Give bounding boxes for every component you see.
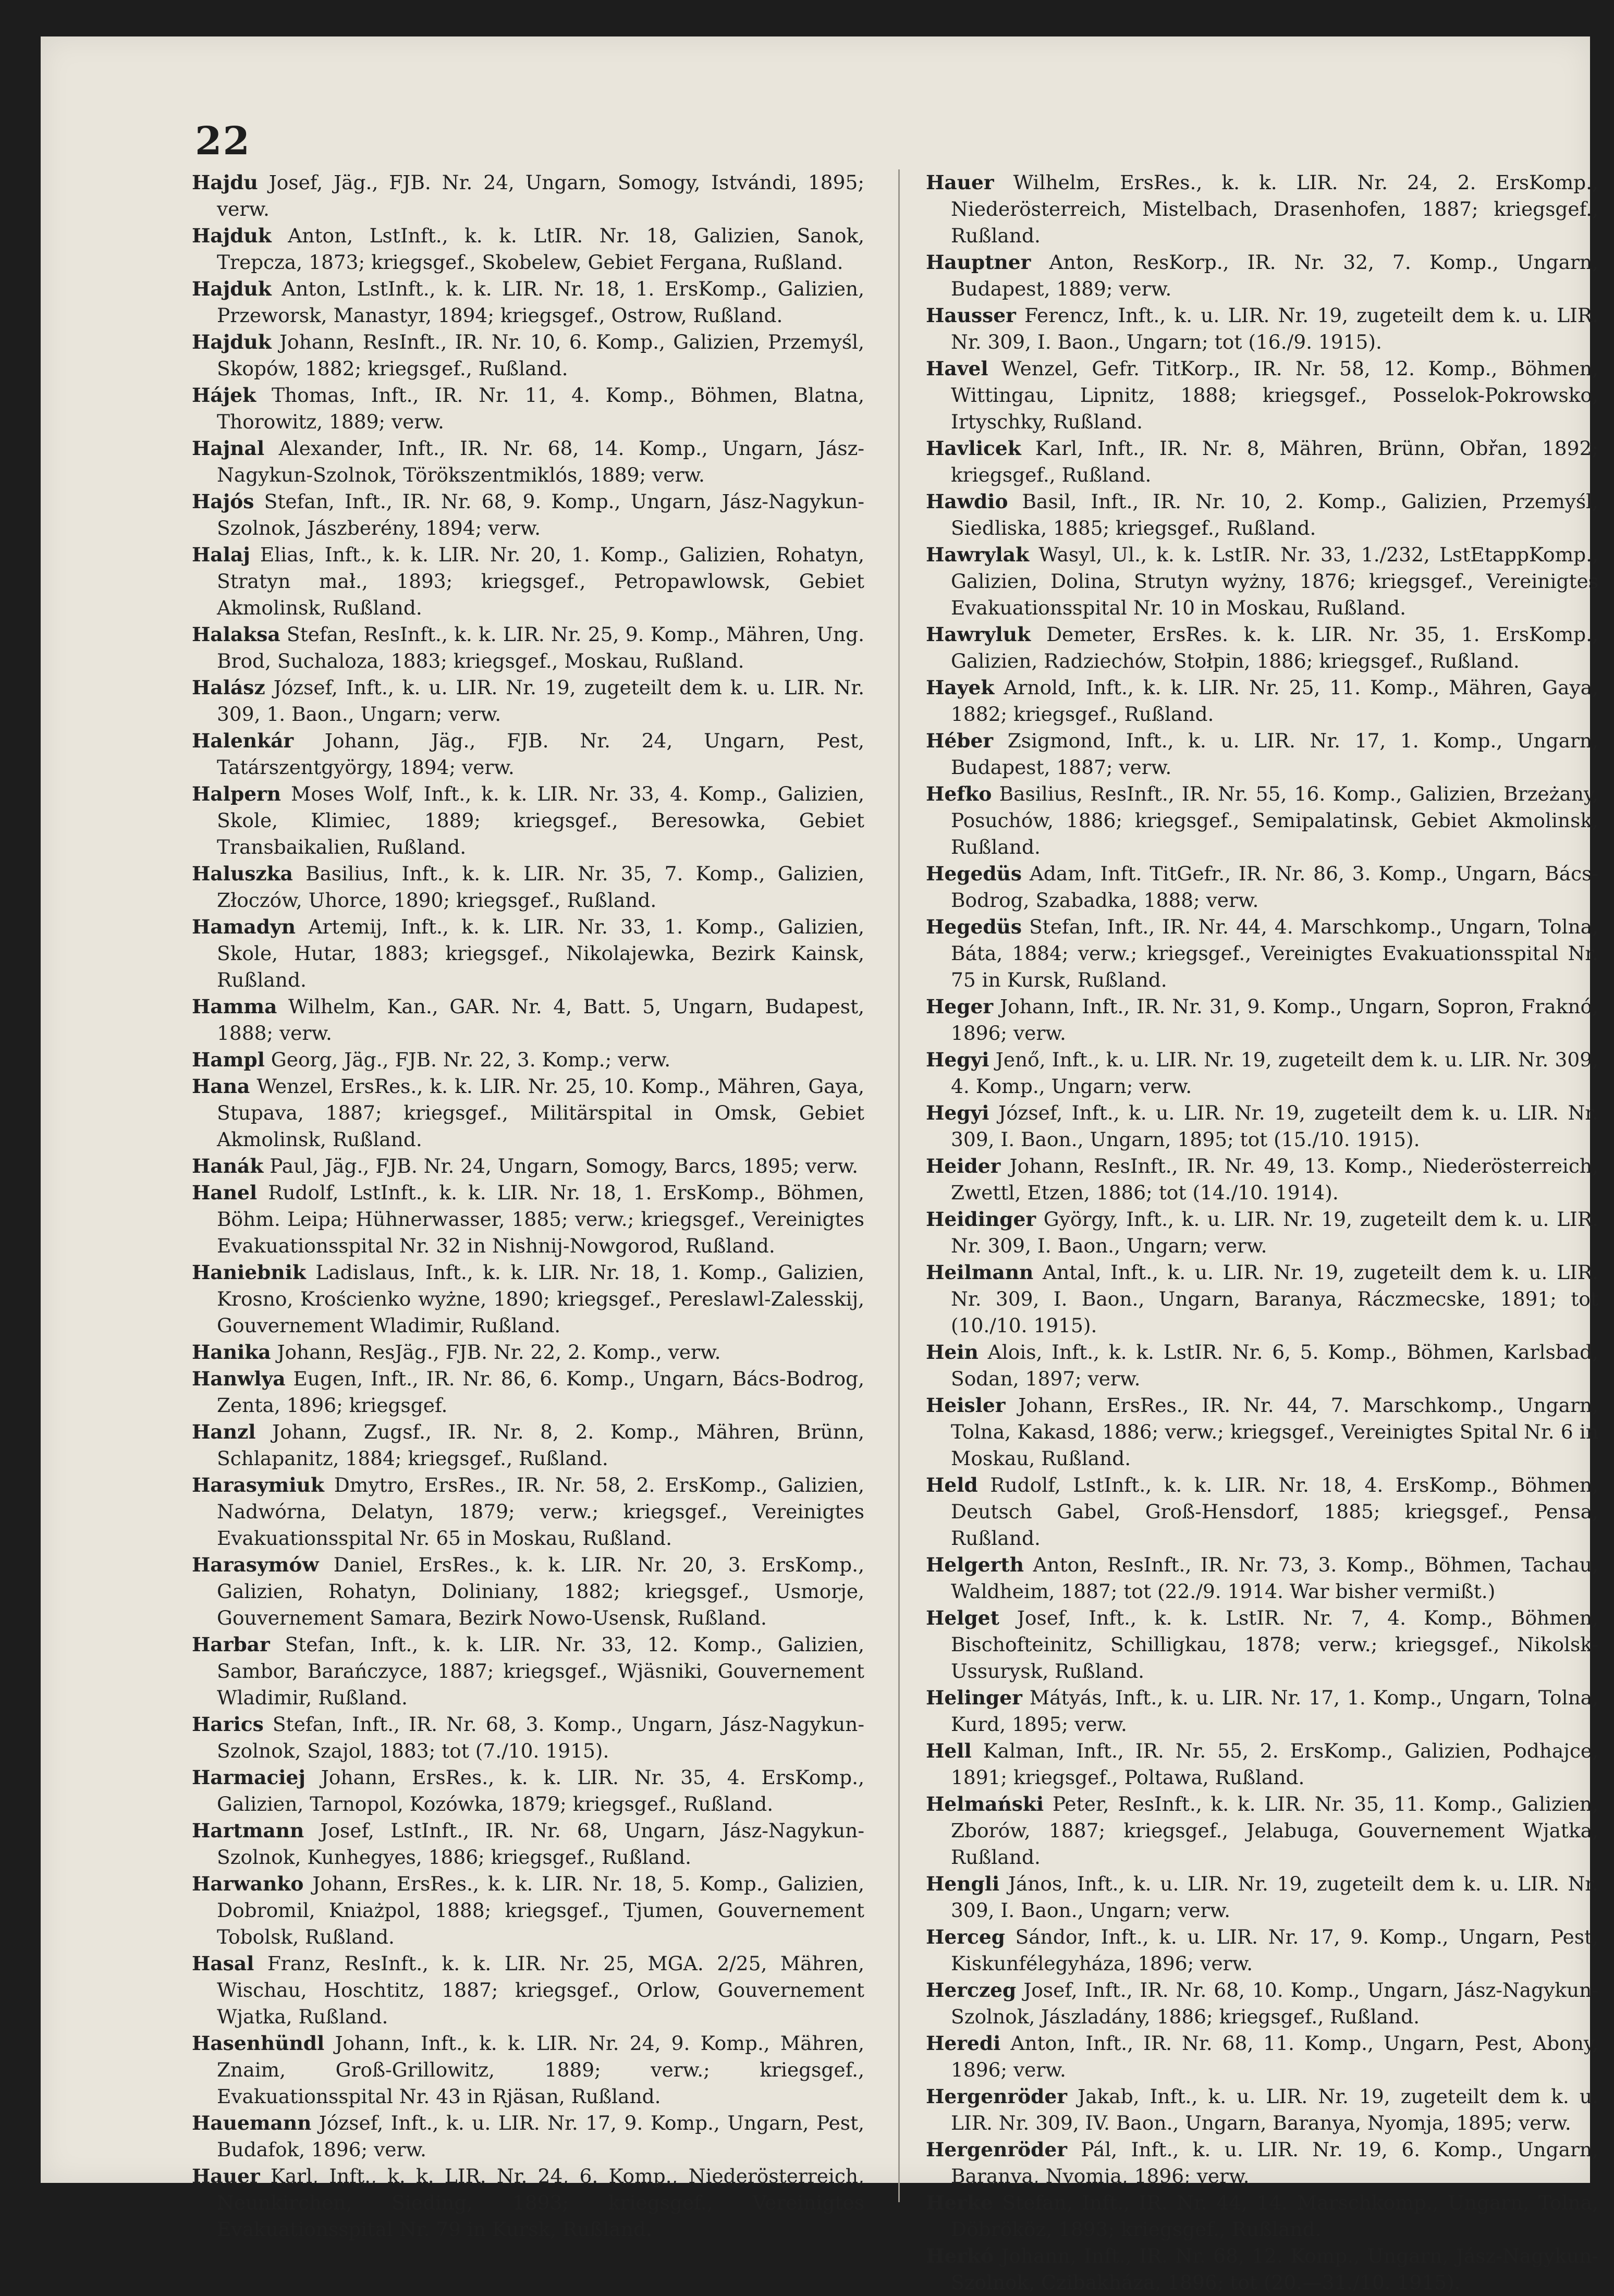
list-entry xyxy=(192,1419,864,1472)
entry-details: Mátyás, Inft., k. u. LIR. Nr. 17, 1. Komp., Ungarn, Tolna, Kurd, 1895; verw. xyxy=(951,1686,1598,1736)
entry-details: Thomas, Inft., IR. Nr. 11, 4. Komp., Böhmen, Blatna, Thorowitz, 1889; verw. xyxy=(217,384,864,433)
entry-details: Arnold, Inft., k. k. LIR. Nr. 25, 11. Komp., Mähren, Gaya, 1882; kriegsgef., Rußland. xyxy=(951,676,1598,726)
entry-details: Johann, ResInft., IR. Nr. 10, 6. Komp., Galizien, Przemyśl, Skopów, 1882; kriegsgef., Rußland. xyxy=(217,330,864,380)
list-entry xyxy=(926,1924,1598,1977)
entry-surname: Hauer xyxy=(192,2165,260,2188)
entry-details: Anton, Inft., IR. Nr. 68, 11. Komp., Ungarn, Pest, Abony, 1896; verw. xyxy=(951,2032,1598,2081)
entry-details: Alexander, Inft., IR. Nr. 68, 14. Komp., Ungarn, Jász-Nagykun-Szolnok, Törökszentmiklós, 1889; verw. xyxy=(217,437,864,486)
list-entry xyxy=(192,1047,864,1073)
entry-surname: Hajduk xyxy=(192,330,272,353)
entry-surname: Hampl xyxy=(192,1048,265,1071)
entry-surname: Halpern xyxy=(192,782,282,805)
list-entry xyxy=(192,1180,864,1259)
entry-details: Anton, LstInft., k. k. LtIR. Nr. 18, Galizien, Sanok, Trepcza, 1873; kriegsgef., Skobelew, Gebiet Fergana, Rußland. xyxy=(217,224,864,274)
column-divider xyxy=(898,169,900,2202)
entry-surname: Held xyxy=(926,1474,978,1496)
list-entry xyxy=(192,488,864,542)
entry-details: Sándor, Inft., k. u. LIR. Nr. 17, 9. Komp., Ungarn, Pest, Kiskunfélegyháza, 1896; verw. xyxy=(951,1925,1598,1975)
list-entry xyxy=(192,1073,864,1153)
entry-surname: Hegyi xyxy=(926,1101,989,1124)
list-entry xyxy=(192,728,864,781)
entry-surname: Hanzl xyxy=(192,1420,256,1443)
entry-surname: Hauptner xyxy=(926,251,1031,274)
left-column xyxy=(192,169,864,2243)
entry-details: Paul, Jäg., FJB. Nr. 24, Ungarn, Somogy, Barcs, 1895; verw. xyxy=(263,1155,858,1177)
list-entry xyxy=(192,1764,864,1818)
entry-details: Josef, Inft., k. k. LstIR. Nr. 7, 4. Komp., Böhmen, Bischofteinitz, Schilligkau, 1878; verw.; kriegsgef., Nikolsk-Ussurysk, Rußland. xyxy=(951,1606,1598,1683)
entry-details: Alois, Inft., k. k. LstIR. Nr. 6, 5. Komp., Böhmen, Karlsbad, Sodan, 1897; verw. xyxy=(951,1341,1598,1390)
entry-details: Georg, Jäg., FJB. Nr. 22, 3. Komp.; verw. xyxy=(264,1048,671,1071)
entry-details: Stefan, Inft., IR. Nr. 44, 4. Marschkomp., Ungarn, Tolna, Báta, 1884; verw.; kriegsgef., Vereinigtes Evakuationsspital Nr. 75 in Kursk, Rußland. xyxy=(951,915,1598,991)
entry-details: Stefan, Inft., IR. Nr. 44, 14. Marschkomp., Ungarn, Tolna, Döbrököz, 1893; kriegsgef., Rußland. xyxy=(951,2191,1598,2241)
entry-details: Jenő, Inft., k. u. LIR. Nr. 19, zugeteilt dem k. u. LIR. Nr. 309, 4. Komp., Ungarn; verw. xyxy=(951,1048,1598,1098)
entry-details: Basilius, ResInft., IR. Nr. 55, 16. Komp., Galizien, Brzeżany, Posuchów, 1886; kriegsgef., Semipalatinsk, Gebiet Akmolinsk, Rußland. xyxy=(951,782,1598,858)
entry-surname: Helgerth xyxy=(926,1553,1024,1576)
list-entry xyxy=(926,1100,1598,1153)
entry-surname: Hefko xyxy=(926,782,992,805)
list-entry xyxy=(192,1339,864,1366)
entry-surname: Hengli xyxy=(926,1872,1000,1895)
entry-details: Basilius, Inft., k. k. LIR. Nr. 35, 7. Komp., Galizien, Złoczów, Uhorce, 1890; kriegsgef., Rußland. xyxy=(217,862,864,912)
list-entry xyxy=(192,435,864,488)
right-column xyxy=(926,169,1598,2296)
entry-surname: Halaksa xyxy=(192,623,280,646)
entry-details: Johann, Jäg., FJB. Nr. 24, Ungarn, Pest, Tatárszentgyörgy, 1894; verw. xyxy=(217,729,864,779)
list-entry xyxy=(192,1818,864,1871)
list-entry xyxy=(192,1950,864,2030)
entry-surname: Heidinger xyxy=(926,1208,1036,1231)
entry-surname: Hergenröder xyxy=(926,2138,1067,2161)
list-entry xyxy=(926,1685,1598,1738)
columns xyxy=(192,169,1599,2294)
entry-surname: Havlicek xyxy=(926,437,1021,460)
entry-details: Wenzel, Gefr. TitKorp., IR. Nr. 58, 12. Komp., Böhmen, Wittingau, Lipnitz, 1888; kriegsgef., Posselok-Pokrowsko, Irtyschky, Rußland. xyxy=(951,357,1598,433)
entry-surname: Harasymów xyxy=(192,1553,319,1576)
list-entry xyxy=(926,1472,1598,1552)
list-entry xyxy=(192,1259,864,1339)
list-entry xyxy=(926,1977,1598,2030)
entry-details: Anton, LstInft., k. k. LIR. Nr. 18, 1. ErsKomp., Galizien, Przeworsk, Manastyr, 1894; kriegsgef., Ostrow, Rußland. xyxy=(217,277,864,327)
list-entry xyxy=(192,382,864,435)
list-entry xyxy=(192,1153,864,1180)
entry-details: József, Inft., k. u. LIR. Nr. 19, zugeteilt dem k. u. LIR. Nr. 309, 1. Baon., Ungarn; verw. xyxy=(217,676,864,726)
entry-surname: Hajnal xyxy=(192,437,265,460)
list-entry xyxy=(926,914,1598,993)
list-entry xyxy=(192,2163,864,2243)
page-number: 22 xyxy=(195,119,251,164)
entry-surname: Harics xyxy=(192,1713,264,1736)
list-entry xyxy=(926,2030,1598,2083)
entry-details: Demeter, ErsRes. k. k. LIR. Nr. 35, 1. ErsKomp., Galizien, Radziechów, Stołpin, 1886; kriegsgef., Rußland. xyxy=(951,623,1598,672)
list-entry xyxy=(192,2110,864,2163)
entry-details: Artemij, Inft., k. k. LIR. Nr. 33, 1. Komp., Galizien, Skole, Hutar, 1883; kriegsgef., Nikolajewka, Bezirk Kainsk, Rußland. xyxy=(217,915,864,991)
list-entry xyxy=(192,914,864,993)
entry-surname: Herkó xyxy=(926,2244,994,2267)
list-entry xyxy=(192,993,864,1047)
document-page xyxy=(41,36,1598,2294)
list-entry xyxy=(926,2083,1598,2137)
list-entry xyxy=(926,728,1598,781)
list-entry xyxy=(926,1552,1598,1605)
list-entry xyxy=(926,781,1598,861)
entry-surname: Hausser xyxy=(926,304,1016,327)
entry-surname: Hanák xyxy=(192,1155,264,1177)
list-entry xyxy=(926,993,1598,1047)
entry-surname: Hajdu xyxy=(192,171,258,194)
entry-surname: Harwanko xyxy=(192,1872,304,1895)
entry-surname: Hauemann xyxy=(192,2111,312,2134)
entry-details: Wenzel, ErsRes., k. k. LIR. Nr. 25, 10. Komp., Mähren, Gaya, Stupava, 1887; kriegsgef., Militärspital in Omsk, Gebiet Akmolinsk, Rußland. xyxy=(217,1075,864,1151)
list-entry xyxy=(192,1366,864,1419)
list-entry xyxy=(926,1392,1598,1472)
entry-surname: Hasenhündl xyxy=(192,2032,325,2055)
entry-surname: Harmaciej xyxy=(192,1766,305,1789)
entry-details: Stefan, Inft., k. k. LIR. Nr. 33, 12. Komp., Galizien, Sambor, Barańczyce, 1887; kriegsgef., Wjäsniki, Gouvernement Wladimir, Rußland. xyxy=(217,1633,864,1709)
entry-details: Johann, ErsRes., IR. Nr. 44, 7. Marschkomp., Ungarn, Tolna, Kakasd, 1886; verw.; kriegsgef., Vereinigtes Spital Nr. 6 in Moskau, Rußland. xyxy=(951,1394,1598,1470)
list-entry xyxy=(926,674,1598,728)
entry-surname: Havel xyxy=(926,357,988,380)
list-entry xyxy=(192,329,864,382)
entry-surname: Haniebnik xyxy=(192,1261,306,1284)
list-entry xyxy=(926,435,1598,488)
entry-details: Karl, Inft., IR. Nr. 8, Mähren, Brünn, Obřan, 1892; kriegsgef., Rußland. xyxy=(951,437,1598,486)
list-entry xyxy=(192,861,864,914)
entry-details: Johann, ResJäg., FJB. Nr. 22, 2. Komp., verw. xyxy=(271,1341,721,1364)
list-entry xyxy=(926,542,1598,621)
entry-details: Johann, Inft., IR. Nr. 31, 9. Komp., Ungarn, Sopron, Fraknó, 1896; verw. xyxy=(951,995,1598,1045)
entry-details: Rudolf, LstInft., k. k. LIR. Nr. 18, 1. ErsKomp., Böhmen, Böhm. Leipa; Hühnerwasser, 1885; verw.; kriegsgef., Vereinigtes Evakuationsspital Nr. 32 in Nishnij-Nowgorod, Rußland. xyxy=(217,1181,864,1257)
entry-details: József, Inft., k. u. LIR. Nr. 19, zugeteilt dem k. u. LIR. Nr. 309, I. Baon., Ungarn, 1895; tot (15./10. 1915). xyxy=(951,1101,1598,1151)
entry-surname: Hell xyxy=(926,1739,972,1762)
entry-details: János, Inft., k. u. LIR. Nr. 19, zugeteilt dem k. u. LIR. Nr. 309, I. Baon., Ungarn; verw. xyxy=(951,1872,1598,1922)
entry-details: Rudolf, LstInft., k. k. LIR. Nr. 18, 4. ErsKomp., Böhmen, Deutsch Gabel, Groß-Hensdorf, 1885; kriegsgef., Pensa, Rußland. xyxy=(951,1474,1598,1550)
entry-details: Wilhelm, ErsRes., k. k. LIR. Nr. 24, 2. ErsKomp., Niederösterreich, Mistelbach, Drasenhofen, 1887; kriegsgef., Rußland. xyxy=(951,171,1598,247)
entry-surname: Hayek xyxy=(926,676,995,699)
entry-surname: Herceg xyxy=(926,1925,1005,1948)
entry-surname: Hanel xyxy=(192,1181,258,1204)
entry-details: Kalman, Inft., IR. Nr. 55, 2. ErsKomp., Galizien, Podhajce, 1891; kriegsgef., Poltawa, Rußland. xyxy=(951,1739,1598,1789)
list-entry xyxy=(192,542,864,621)
entry-details: Stefan, Inft., IR. Nr. 68, 3. Komp., Ungarn, Jász-Nagykun-Szolnok, Szajol, 1883; tot (7./10. 1915). xyxy=(217,1713,864,1762)
list-entry xyxy=(192,276,864,329)
entry-surname: Helinger xyxy=(926,1686,1022,1709)
entry-details: Johann, ResInft., IR. Nr. 49, 13. Komp., Niederösterreich, Zwettl, Etzen, 1886; tot (14./10. 1914). xyxy=(951,1155,1598,1204)
entry-details: Johann, ErsRes., k. k. LIR. Nr. 35, 4. ErsKomp., Galizien, Tarnopol, Kozówka, 1879; kriegsgef., Rußland. xyxy=(217,1766,864,1815)
entry-surname: Hegedüs xyxy=(926,915,1022,938)
entry-details: Stefan, Inft., IR. Nr. 68, 9. Komp., Ungarn, Jász-Nagykun-Szolnok, Jászberény, 1894; verw. xyxy=(217,490,864,539)
list-entry xyxy=(926,1605,1598,1685)
entry-details: Daniel, ErsRes., k. k. LIR. Nr. 20, 3. ErsKomp., Galizien, Rohatyn, Doliniany, 1882; kriegsgef., Usmorje, Gouvernement Samara, Bezirk Nowo-Usensk, Rußland. xyxy=(217,1553,864,1629)
entry-details: József, Inft., k. u. LIR. Nr. 17, 9. Komp., Ungarn, Pest, Budafok, 1896; verw. xyxy=(217,2111,864,2161)
entry-surname: Hegedüs xyxy=(926,862,1022,885)
entry-surname: Helget xyxy=(926,1606,999,1629)
entry-surname: Hawrylak xyxy=(926,543,1030,566)
list-entry xyxy=(192,781,864,861)
list-entry xyxy=(926,1738,1598,1791)
list-entry xyxy=(192,1552,864,1631)
list-entry xyxy=(926,1153,1598,1206)
entry-surname: Hanwlya xyxy=(192,1367,286,1390)
entry-surname: Hergenröder xyxy=(926,2085,1067,2108)
list-entry xyxy=(926,2190,1598,2243)
list-entry xyxy=(926,1259,1598,1339)
list-entry xyxy=(926,2137,1598,2190)
entry-surname: Harbar xyxy=(192,1633,270,1656)
entry-surname: Hawdio xyxy=(926,490,1008,513)
list-entry xyxy=(926,355,1598,435)
entry-surname: Hajduk xyxy=(192,277,272,300)
entry-surname: Hanika xyxy=(192,1341,271,1364)
entry-details: Moses Wolf, Inft., k. k. LIR. Nr. 33, 4. Komp., Galizien, Skole, Klimiec, 1889; kriegsgef., Beresowka, Gebiet Transbaikalien, Rußland. xyxy=(217,782,864,858)
entry-surname: Hamma xyxy=(192,995,277,1018)
entry-details: Josef, LstInft., IR. Nr. 68, Ungarn, Jász-Nagykun-Szolnok, Kunhegyes, 1886; kriegsgef., Rußland. xyxy=(217,1819,864,1869)
list-entry xyxy=(926,861,1598,914)
entry-surname: Heilmann xyxy=(926,1261,1034,1284)
entry-details: György, Inft., k. u. LIR. Nr. 19, zugeteilt dem k. u. LIR. Nr. 309, I. Baon., Ungarn; verw. xyxy=(951,1208,1598,1257)
entry-details: Franz, ResInft., k. k. LIR. Nr. 25, MGA. 2/25, Mähren, Wischau, Hoschtitz, 1887; kriegsgef., Orlow, Gouvernement Wjatka, Rußland. xyxy=(217,1952,864,2028)
entry-surname: Harasymiuk xyxy=(192,1474,324,1496)
entry-surname: Hajduk xyxy=(192,224,272,247)
entry-surname: Hegyi xyxy=(926,1048,989,1071)
entry-surname: Hasal xyxy=(192,1952,254,1975)
list-entry xyxy=(926,1206,1598,1259)
entry-details: Pál, Inft., k. u. LIR. Nr. 19, 6. Komp., Ungarn, Baranya, Nyomja, 1896; verw. xyxy=(951,2138,1598,2188)
entry-surname: Herczeg xyxy=(926,1979,1017,2002)
entry-surname: Herke xyxy=(926,2191,993,2214)
entry-details: Ladislaus, Inft., k. k. LIR. Nr. 18, 1. Komp., Galizien, Krosno, Krościenko wyżne, 1890; kriegsgef., Pereslawl-Zalesskij, Gouvernement Wladimir, Rußland. xyxy=(217,1261,864,1337)
list-entry xyxy=(192,1631,864,1711)
entry-surname: Halenkár xyxy=(192,729,294,752)
entry-surname: Haluszka xyxy=(192,862,293,885)
entry-surname: Hamadyn xyxy=(192,915,296,938)
entry-details: Eugen, Inft., IR. Nr. 86, 6. Komp., Ungarn, Bács-Bodrog, Zenta, 1896; kriegsgef. xyxy=(217,1367,864,1417)
entry-details: Johann, Inft., IR. Nr. 68, 12. Komp., Ungarn, Jász-Nagykun-Szolnok, Czibakháza, 1896; tot (20.—31./10. 1915). xyxy=(951,2244,1598,2294)
entry-details: Anton, ResKorp., IR. Nr. 32, 7. Komp., Ungarn, Budapest, 1889; verw. xyxy=(951,251,1598,300)
entry-surname: Heider xyxy=(926,1155,1001,1177)
entry-details: Johann, Inft., k. k. LIR. Nr. 24, 9. Komp., Mähren, Znaim, Groß-Grillowitz, 1889; verw.; kriegsgef., Evakuationsspital Nr. 43 in Rjäsan, Rußland. xyxy=(217,2032,864,2108)
entry-details: Anton, ResInft., IR. Nr. 73, 3. Komp., Böhmen, Tachau, Waldheim, 1887; tot (22./9. 1914. War bisher vermißt.) xyxy=(951,1553,1598,1603)
entry-surname: Hartmann xyxy=(192,1819,304,1842)
entry-details: Elias, Inft., k. k. LIR. Nr. 20, 1. Komp., Galizien, Rohatyn, Stratyn mał., 1893; kriegsgef., Petropawlowsk, Gebiet Akmolinsk, Rußland. xyxy=(217,543,864,619)
entry-details: Wilhelm, Kan., GAR. Nr. 4, Batt. 5, Ungarn, Budapest, 1888; verw. xyxy=(217,995,864,1045)
entry-details: Jakab, Inft., k. u. LIR. Nr. 19, zugeteilt dem k. u. LIR. Nr. 309, IV. Baon., Ungarn, Baranya, Nyomja, 1895; verw. xyxy=(951,2085,1598,2134)
list-entry xyxy=(192,169,864,223)
entry-details: Ferencz, Inft., k. u. LIR. Nr. 19, zugeteilt dem k. u. LIR. Nr. 309, I. Baon., Ungarn; tot (16./9. 1915). xyxy=(951,304,1598,353)
entry-details: Josef, Inft., IR. Nr. 68, 10. Komp., Ungarn, Jász-Nagykun-Szolnok, Jászladány, 1886; kriegsgef., Rußland. xyxy=(951,1979,1598,2028)
entry-details: Dmytro, ErsRes., IR. Nr. 58, 2. ErsKomp., Galizien, Nadwórna, Delatyn, 1879; verw.; kriegsgef., Vereinigtes Evakuationsspital Nr. 65 in Moskau, Rußland. xyxy=(217,1474,864,1550)
entry-surname: Heger xyxy=(926,995,994,1018)
entry-details: Antal, Inft., k. u. LIR. Nr. 19, zugeteilt dem k. u. LIR. Nr. 309, I. Baon., Ungarn, Baranya, Ráczmecske, 1891; tot (10./10. 1915). xyxy=(951,1261,1598,1337)
list-entry xyxy=(926,1871,1598,1924)
entry-details: Peter, ResInft., k. k. LIR. Nr. 35, 11. Komp., Galizien, Zborów, 1887; kriegsgef., Jelabuga, Gouvernement Wjatka, Rußland. xyxy=(951,1792,1598,1869)
list-entry xyxy=(926,2243,1598,2296)
list-entry xyxy=(192,2030,864,2110)
entry-details: Josef, Jäg., FJB. Nr. 24, Ungarn, Somogy, Istvándi, 1895; verw. xyxy=(217,171,864,220)
list-entry xyxy=(926,1791,1598,1871)
list-entry xyxy=(192,621,864,674)
entry-surname: Helmański xyxy=(926,1792,1044,1815)
entry-details: Karl, Inft., k. k. LIR. Nr. 24, 6. Komp., Niederösterreich, Neunkirchen, Sieding, 1893; kriegsgef., Vereinigtes Evakuationsspital Nr. 79 in Kursk, Rußland. xyxy=(217,2165,864,2241)
list-entry xyxy=(192,1472,864,1552)
entry-surname: Halász xyxy=(192,676,265,699)
list-entry xyxy=(926,169,1598,249)
entry-surname: Hawryluk xyxy=(926,623,1031,646)
entry-surname: Héber xyxy=(926,729,994,752)
entry-details: Johann, ErsRes., k. k. LIR. Nr. 18, 5. Komp., Galizien, Dobromil, Kniażpol, 1888; kriegsgef., Tjumen, Gouvernement Tobolsk, Rußland. xyxy=(217,1872,864,1948)
entry-surname: Hein xyxy=(926,1341,979,1364)
entry-surname: Heisler xyxy=(926,1394,1006,1417)
entry-details: Adam, Inft. TitGefr., IR. Nr. 86, 3. Komp., Ungarn, Bács-Bodrog, Szabadka, 1888; verw. xyxy=(951,862,1598,912)
entry-surname: Heredi xyxy=(926,2032,1001,2055)
list-entry xyxy=(926,488,1598,542)
list-entry xyxy=(926,1339,1598,1392)
list-entry xyxy=(192,1871,864,1950)
entry-details: Wasyl, Ul., k. k. LstIR. Nr. 33, 1./232, LstEtappKomp., Galizien, Dolina, Strutyn wyżny, 1876; kriegsgef., Vereinigtes Evakuationsspital Nr. 10 in Moskau, Rußland. xyxy=(951,543,1598,619)
list-entry xyxy=(926,302,1598,355)
list-entry xyxy=(926,1047,1598,1100)
entry-surname: Halaj xyxy=(192,543,250,566)
list-entry xyxy=(926,621,1598,674)
entry-details: Johann, Zugsf., IR. Nr. 8, 2. Komp., Mähren, Brünn, Schlapanitz, 1884; kriegsgef., Rußland. xyxy=(217,1420,864,1470)
entry-surname: Hajós xyxy=(192,490,254,513)
list-entry xyxy=(926,249,1598,302)
list-entry xyxy=(192,223,864,276)
entry-details: Stefan, ResInft., k. k. LIR. Nr. 25, 9. Komp., Mähren, Ung. Brod, Suchaloza, 1883; kriegsgef., Moskau, Rußland. xyxy=(217,623,864,672)
entry-details: Basil, Inft., IR. Nr. 10, 2. Komp., Galizien, Przemyśl, Siedliska, 1885; kriegsgef., Rußland. xyxy=(951,490,1598,539)
entry-surname: Hana xyxy=(192,1075,250,1098)
entry-surname: Hauer xyxy=(926,171,994,194)
list-entry xyxy=(192,674,864,728)
entry-details: Zsigmond, Inft., k. u. LIR. Nr. 17, 1. Komp., Ungarn, Budapest, 1887; verw. xyxy=(951,729,1598,779)
entry-surname: Hájek xyxy=(192,384,256,407)
list-entry xyxy=(192,1711,864,1764)
